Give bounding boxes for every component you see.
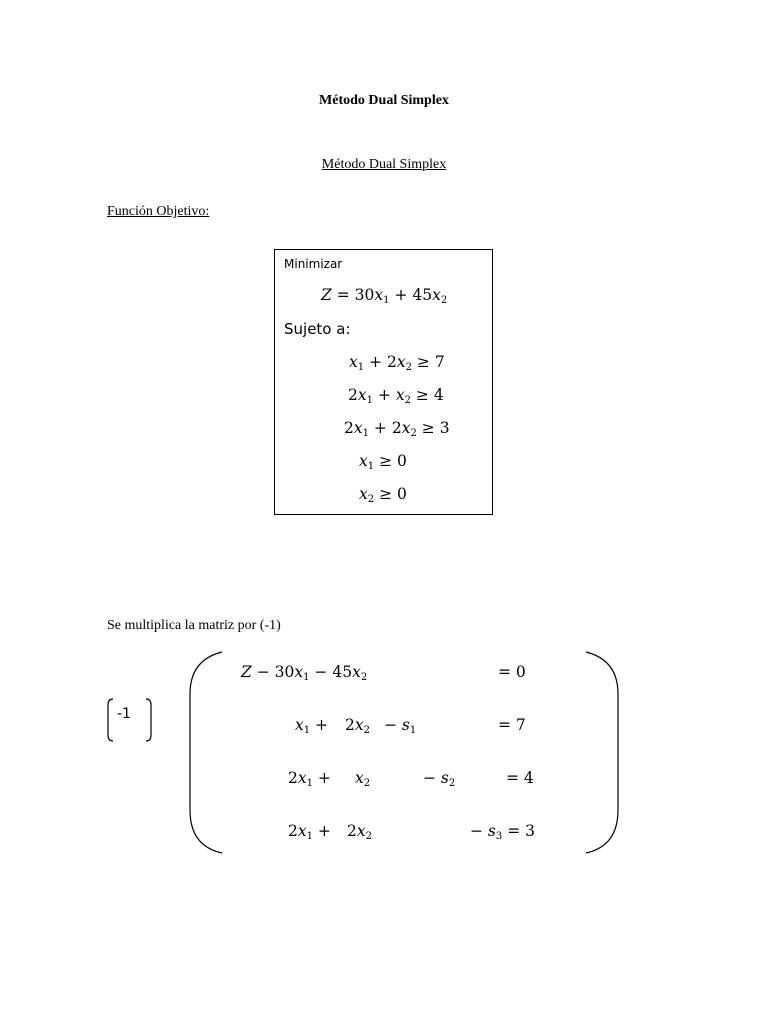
matrix-row-3-x1: $2x_1$ +	[288, 822, 331, 842]
nonneg-x2: $x_2 \ge 0$	[359, 485, 407, 505]
matrix-row-2-rhs: = 4	[506, 769, 534, 787]
matrix-row-0-rhs: = 0	[498, 663, 526, 681]
objective-heading: Función Objetivo:	[107, 204, 210, 219]
multiplier-value: -1	[117, 706, 131, 722]
matrix-row-1-slack: − $s_1$	[384, 716, 417, 736]
matrix-row-2-x2: $x_2$	[355, 769, 371, 789]
multiply-text: Se multiplica la matriz por (-1)	[107, 618, 281, 633]
matrix-row-2-x1: $2x_1$ +	[288, 769, 331, 789]
matrix-row-1-rhs: = 7	[498, 716, 526, 734]
constraint-3: $2x_1 + 2x_2 \ge 3$	[344, 419, 450, 439]
objective-equation: $Z = 30x_1 + 45x_2$	[321, 286, 448, 306]
matrix-row-3-slack: − $s_3 = 3$	[470, 822, 535, 842]
constraint-1: $x_1 + 2x_2 \ge 7$	[349, 353, 445, 373]
constraint-2: $2x_1 + x_2 \ge 4$	[348, 386, 444, 406]
subject-to-label: Sujeto a:	[284, 320, 351, 338]
page-title: Método Dual Simplex	[319, 93, 449, 108]
matrix-row-0: $Z - 30x_1 - 45x_2$	[241, 663, 368, 683]
nonneg-x1: $x_1 \ge 0$	[359, 452, 407, 472]
matrix-row-1-x1: $x_1$ +	[295, 716, 329, 736]
matrix-row-3-x2: $2x_2$	[347, 822, 372, 842]
subtitle: Método Dual Simplex	[321, 157, 447, 172]
matrix-row-1-x2: $2x_2$	[345, 716, 370, 736]
matrix-row-2-slack: − $s_2$	[423, 769, 456, 789]
objective-box	[274, 249, 493, 515]
minimize-label: Minimizar	[284, 257, 343, 271]
